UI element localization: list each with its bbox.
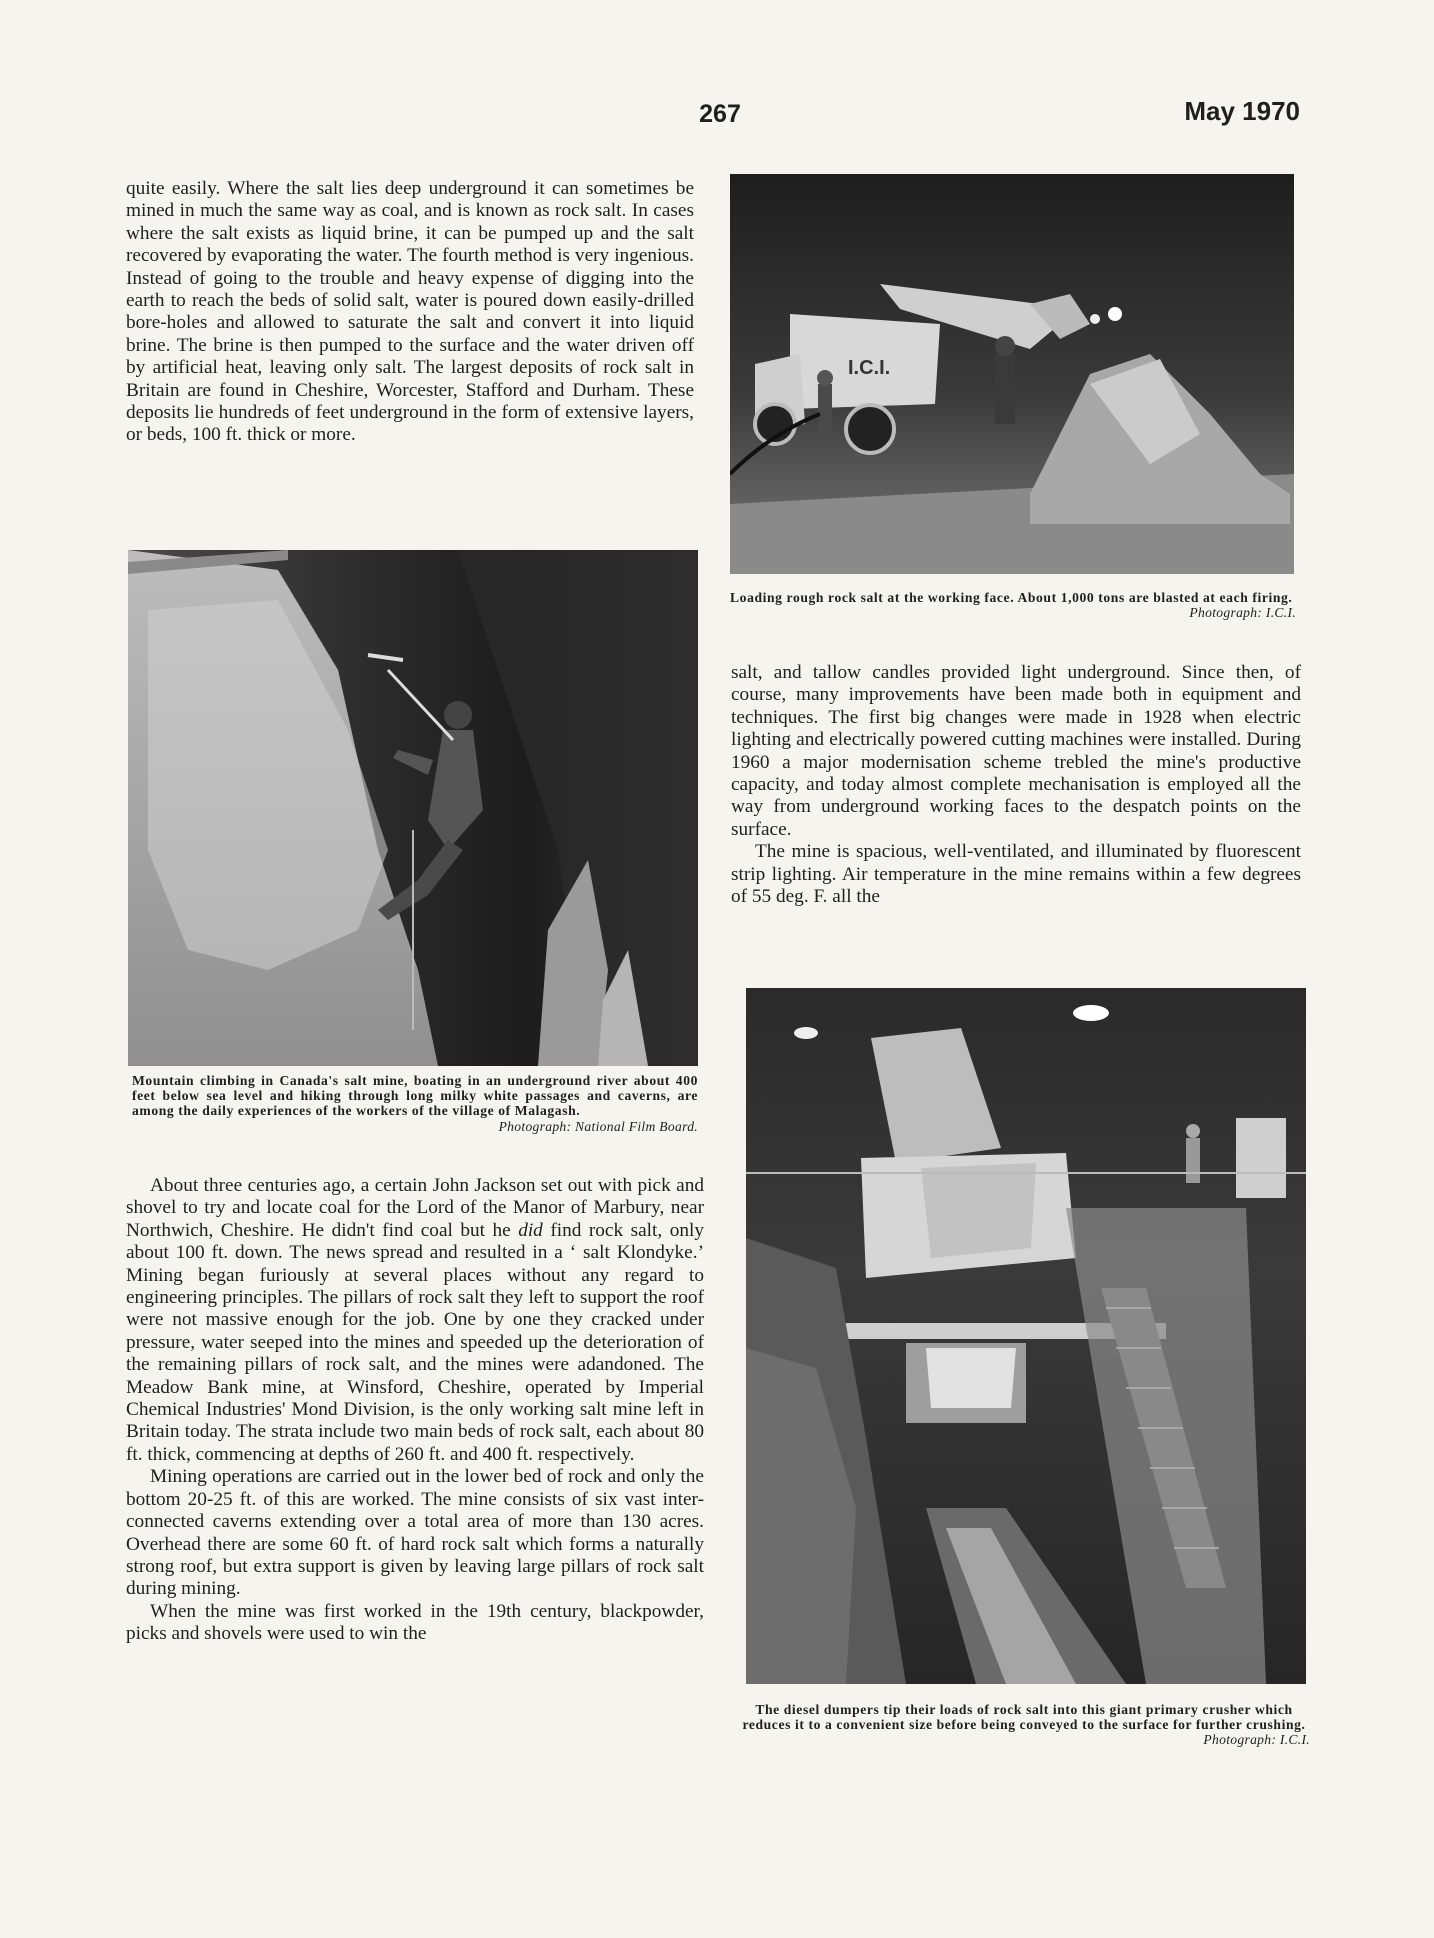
salt-climber-illustration	[128, 550, 698, 1066]
left-column-top-text	[126, 178, 694, 447]
paragraph: salt, and tallow candles provided light underground. Since then, of course, many improvements have been made both in equipment and techniques. The first big changes were made in 1928 when electric lighting and electrically powered cutting machines were installed. During 1960 a major modernisation scheme trebled the mine's productive capacity, and today almost complete mechanisation is employed all the way from underground working faces to the despatch points on the surface.	[731, 662, 1301, 840]
paragraph: Mining operations are carried out in the lower bed of rock and only the bottom 20-25 ft. of this are worked. The mine consists of six vast inter-connected caverns extending over a total area of more than 130 acres. Overhead there are some 60 ft. of hard rock salt which forms a naturally strong roof, but extra support is given by leaving large pillars of rock salt during mining.	[126, 1466, 704, 1600]
photo-salt-climber	[128, 550, 698, 1066]
loading-photo-caption	[730, 590, 1296, 620]
caption-text: Mountain climbing in Canada's salt mine, boating in an underground river about 400 feet below sea level and hiking through long milky white passages and caverns, are among the daily experiences of the workers of the village of Malagash.	[132, 1073, 698, 1119]
left-column-bottom-text	[126, 1175, 704, 1646]
paragraph: quite easily. Where the salt lies deep underground it can sometimes be mined in much the same way as coal, and is known as rock salt. In cases where the salt exists as liquid brine, it can be pumped up and the salt recovered by evaporating the water. The fourth method is very ingenious. Instead of going to the trouble and heavy expense of digging into the earth to reach the beds of solid salt, water is poured down easily-drilled bore-holes and allowed to saturate the salt and convert it into liquid brine. The brine is then pumped to the surface and the water driven off by artificial heat, leaving only salt. The largest deposits of rock salt in Britain are found in Cheshire, Worcester, Stafford and Durham. These deposits lie hundreds of feet underground in the form of extensive layers, or beds, 100 ft. thick or more.	[126, 178, 694, 446]
photo-loading-rock-salt	[730, 174, 1294, 574]
photo-credit: Photograph: I.C.I.	[1189, 605, 1296, 621]
photo-credit: Photograph: I.C.I.	[1203, 1732, 1310, 1748]
emphasis: did	[518, 1219, 543, 1241]
truck-lettering: I.C.I.	[848, 357, 891, 379]
caption-text: The diesel dumpers tip their loads of rock salt into this giant primary crusher which reduces it to a convenient size before being conveyed to the surface for further crushing.	[742, 1702, 1306, 1733]
loading-machine-illustration	[730, 174, 1294, 574]
photo-credit: Photograph: National Film Board.	[498, 1118, 698, 1134]
paragraph: When the mine was first worked in the 19th century, blackpowder, picks and shovels were used to win the	[126, 1600, 704, 1645]
paragraph: The mine is spacious, well-ventilated, and illuminated by fluorescent strip lighting. Air temperature in the mine remains within a few degrees of 55 deg. F. all the	[731, 841, 1301, 908]
page-number: 267	[699, 100, 741, 128]
paragraph: About three centuries ago, a certain John Jackson set out with pick and shovel to try and locate coal for the Lord of the Manor of Marbury, near Northwich, Cheshire. He didn't find coal but he did find rock salt, only about 100 ft. down. The news spread and resulted in a ‘ salt Klondyke.’ Mining began furiously at several places without any regard to engineering principles. The pillars of rock salt they left to support the roof were not massive enough for the job. One by one they cracked under pressure, water seeped into the mines and speeded up the deterioration of the remaining pillars of rock salt, and the mines were adandoned. The Meadow Bank mine, at Winsford, Cheshire, operated by Imperial Chemical Industries' Mond Division, is the only working salt mine left in Britain today. The strata include two main beds of rock salt, each about 80 ft. thick, commencing at depths of 260 ft. and 400 ft. respectively.	[126, 1175, 704, 1465]
crusher-photo-caption	[738, 1702, 1310, 1748]
caption-text: Loading rough rock salt at the working face. About 1,000 tons are blasted at each firing.	[730, 590, 1293, 605]
photo-primary-crusher	[746, 988, 1306, 1684]
climbing-photo-caption	[132, 1073, 698, 1134]
issue-date: May 1970	[1184, 96, 1300, 126]
crusher-illustration	[746, 988, 1306, 1684]
right-column-text	[731, 662, 1301, 908]
